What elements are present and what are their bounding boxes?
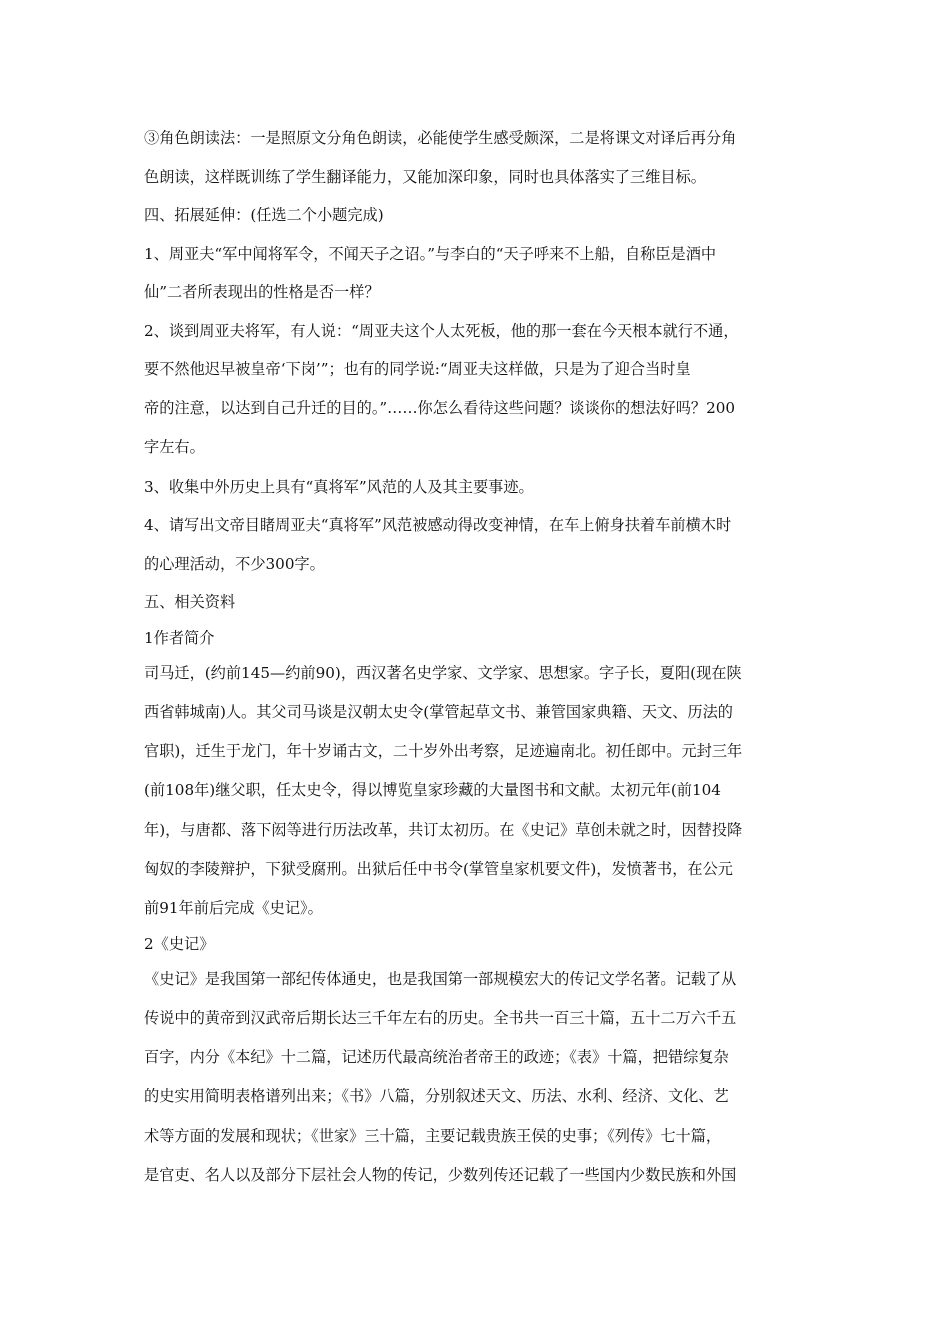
text-line: 术等方面的发展和现状；《世家》三十篇，主要记载贵族王侯的史事；《列传》七十篇， — [144, 1127, 722, 1145]
text-line: 匈奴的李陵辩护，下狱受腐刑。出狱后任中书令(掌管皇家机要文件)，发愤著书，在公元 — [144, 860, 733, 878]
text-line: 3、收集中外历史上具有“真将军”风范的人及其主要事迹。 — [144, 478, 534, 496]
text-line: 司马迁，(约前145—约前90)，西汉著名史学家、文学家、思想家。字子长，夏阳(现在陕 — [144, 664, 742, 682]
text-line: 前91年前后完成《史记》。 — [144, 899, 323, 917]
subsection-heading: 2《史记》 — [144, 935, 215, 953]
section-heading: 四、拓展延伸：(任选二个小题完成) — [144, 206, 384, 224]
text-line: 要不然他迟早被皇帝‘下岗’”；也有的同学说:“周亚夫这样做，只是为了迎合当时皇 — [144, 360, 691, 378]
text-line: 2、谈到周亚夫将军，有人说：“周亚夫这个人太死板，他的那一套在今天根本就行不通， — [144, 322, 739, 340]
text-line: 帝的注意，以达到自己升迁的目的。”……你怎么看待这些问题？谈谈你的想法好吗？200 — [144, 399, 736, 417]
text-line: 是官吏、名人以及部分下层社会人物的传记，少数列传还记载了一些国内少数民族和外国 — [144, 1166, 737, 1184]
text-line: 仙”二者所表现出的性格是否一样？ — [144, 283, 380, 301]
text-line: (前108年)继父职，任太史令，得以博览皇家珍藏的大量图书和文献。太初元年(前104 — [144, 781, 721, 799]
text-line: 西省韩城南)人。其父司马谈是汉朝太史令(掌管起草文书、兼管国家典籍、天文、历法的 — [144, 703, 733, 721]
text-line: 官职)，迁生于龙门，年十岁诵古文，二十岁外出考察，足迹遍南北。初任郎中。元封三年 — [144, 742, 743, 760]
section-heading: 五、相关资料 — [144, 593, 236, 611]
text-line: 的心理活动，不少300字。 — [144, 555, 325, 573]
text-line: 字左右。 — [144, 438, 205, 456]
text-line: 传说中的黄帝到汉武帝后期长达三千年左右的历史。全书共一百三十篇，五十二万六千五 — [144, 1009, 737, 1027]
text-line: 的史实用简明表格谱列出来；《书》八篇，分别叙述天文、历法、水利、经济、文化、艺 — [144, 1087, 729, 1105]
text-line: 4、请写出文帝目睹周亚夫“真将军”风范被感动得改变神情，在车上俯身扶着车前横木时 — [144, 516, 732, 534]
text-line: 色朗读，这样既训练了学生翻译能力，又能加深印象，同时也具体落实了三维目标。 — [144, 168, 706, 186]
text-line: 年)，与唐都、落下闳等进行历法改革，共订太初历。在《史记》草创未就之时，因替投降 — [144, 821, 743, 839]
text-line: 1、周亚夫“军中闻将军令，不闻天子之诏。”与李白的“天子呼来不上船，自称臣是酒中 — [144, 245, 717, 263]
text-line: 《史记》是我国第一部纪传体通史，也是我国第一部规模宏大的传记文学名著。记载了从 — [144, 970, 737, 988]
text-line: 百字，内分《本纪》十二篇，记述历代最高统治者帝王的政迹；《表》十篇，把错综复杂 — [144, 1048, 729, 1066]
subsection-heading: 1作者简介 — [144, 629, 215, 647]
text-line: ③角色朗读法：一是照原文分角色朗读，必能使学生感受颇深，二是将课文对译后再分角 — [144, 129, 737, 147]
